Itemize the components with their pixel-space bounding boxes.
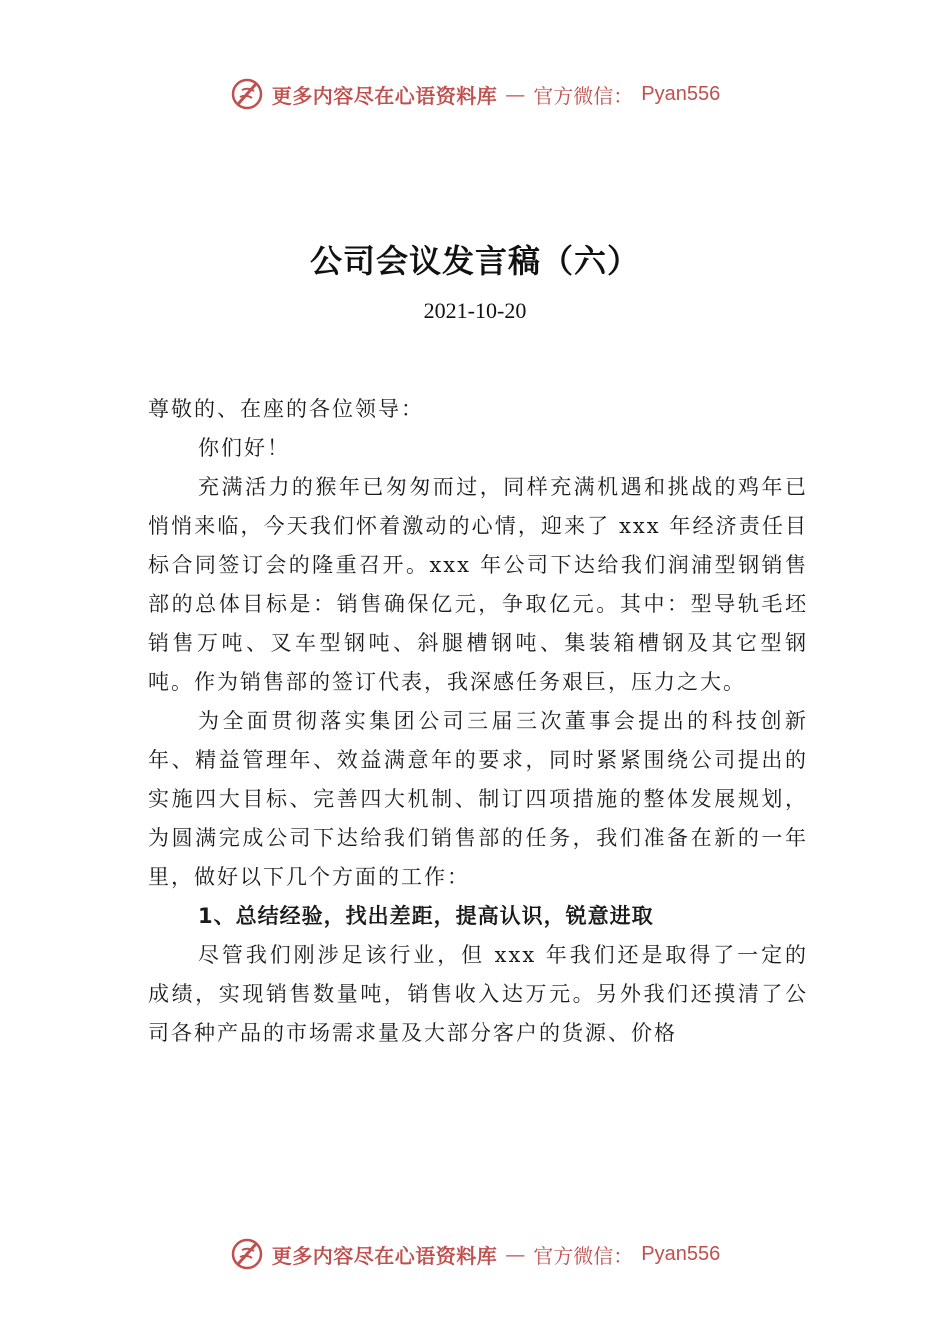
banner-text: 更多内容尽在心语资料库 (271, 1243, 498, 1268)
paragraph: 尽管我们刚涉足该行业，但 xxx 年我们还是取得了一定的成绩，实现销售数量吨，销售收入达万元。另外我们还摸清了公司各种产品的市场需求量及大部分客户的货源、价格 (148, 943, 808, 1045)
banner-wechat-id: Pyan556 (641, 82, 721, 105)
document-date: 2021-10-20 (423, 298, 527, 323)
banner-separator: — (505, 1242, 526, 1266)
banner-wechat-label: 官方微信： (533, 83, 634, 108)
document-body (148, 390, 808, 1053)
document-title: 公司会议发言稿（六） (309, 242, 640, 280)
salutation: 尊敬的、在座的各位领导： (148, 397, 424, 421)
paragraph: 为全面贯彻落实集团公司三届三次董事会提出的科技创新年、精益管理年、效益满意年的要求，同时紧紧围绕公司提出的实施四大目标、完善四大机制、制订四项措施的整体发展规划，为圆满完成公司下达给我们销售部的任务，我们准备在新的一年里，做好以下几个方面的工作： (148, 709, 808, 889)
greeting: 你们好！ (198, 436, 290, 460)
footer-banner (0, 1232, 950, 1276)
banner-text: 更多内容尽在心语资料库 (271, 83, 498, 108)
paragraph: 充满活力的猴年已匆匆而过，同样充满机遇和挑战的鸡年已悄悄来临，今天我们怀着激动的心情，迎来了 xxx 年经济责任目标合同签订会的隆重召开。xxx 年公司下达给我们润浦型钢销售部的总体目标是：销售确保亿元，争取亿元。其中：型导轨毛坯销售万吨、叉车型钢吨、斜腿槽钢吨、集装箱槽钢及其它型钢吨。作为销售部的签订代表，我深感任务艰巨，压力之大。 (148, 475, 808, 694)
banner-separator: — (505, 82, 526, 106)
banner-wechat-label: 官方微信： (533, 1243, 634, 1268)
quill-logo-icon (230, 77, 264, 111)
header-banner (0, 72, 950, 116)
quill-logo-icon (230, 1237, 264, 1271)
banner-wechat-id: Pyan556 (641, 1242, 721, 1265)
section-heading: 1、总结经验，找出差距，提高认识，锐意进取 (198, 904, 654, 928)
